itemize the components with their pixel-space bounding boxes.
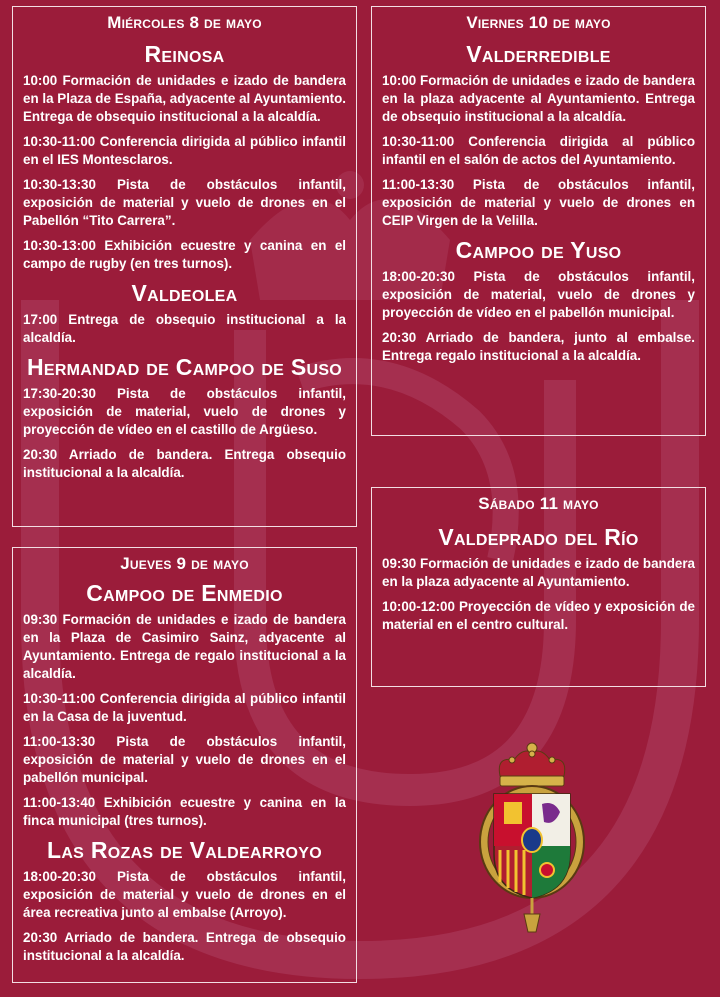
schedule-item: 11:00-13:30 Pista de obstáculos infantil, exposición de material y vuelo de drones en CEIP Virgen de la Velilla. — [382, 177, 695, 228]
schedule-item: 09:30 Formación de unidades e izado de bandera en la Plaza de Casimiro Sainz, adyacente al Ayuntamiento. Entrega de regalo institucional a la alcaldía. — [23, 612, 346, 681]
day-box-wednesday — [12, 6, 357, 527]
day-heading: Sábado 11 mayo — [478, 494, 599, 513]
day-box-saturday — [371, 487, 706, 687]
schedule-item: 20:30 Arriado de bandera. Entrega obsequio institucional a la alcaldía. — [23, 447, 346, 480]
schedule-item: 10:30-11:00 Conferencia dirigida al público infantil en la Casa de la juventud. — [23, 691, 346, 724]
town-heading: Hermandad de Campoo de Suso — [26, 354, 343, 380]
schedule-item: 18:00-20:30 Pista de obstáculos infantil, exposición de material, vuelo de drones y proyección de vídeo en el pabellón municipal. — [382, 269, 695, 320]
schedule-item: 10:00 Formación de unidades e izado de bandera en la plaza adyacente al Ayuntamiento. Entrega de obsequio institucional a la alcaldía. — [382, 73, 695, 124]
town-heading: Reinosa — [144, 41, 225, 67]
town-heading: Valdeprado del Río — [438, 524, 639, 550]
schedule-item: 10:00-12:00 Proyección de vídeo y exposición de material en el centro cultural. — [382, 599, 695, 632]
day-heading: Miércoles 8 de mayo — [107, 13, 262, 32]
schedule-item: 10:00 Formación de unidades e izado de bandera en la Plaza de España, adyacente al Ayuntamiento. Entrega de obsequio institucional a la alcaldía. — [23, 73, 346, 124]
schedule-item: 10:30-11:00 Conferencia dirigida al público infantil en el IES Montesclaros. — [23, 134, 346, 167]
schedule-item: 18:00-20:30 Pista de obstáculos infantil, exposición de material y vuelo de drones en el área recreativa junto al embalse (Arroyo). — [23, 869, 346, 920]
royal-coat-of-arms-icon — [472, 742, 592, 942]
schedule-item: 11:00-13:40 Exhibición ecuestre y canina en la finca municipal (tres turnos). — [23, 795, 346, 828]
schedule-item: 17:00 Entrega de obsequio institucional a la alcaldía. — [23, 312, 346, 345]
town-heading: Valdeolea — [131, 280, 238, 306]
town-heading: Campoo de Enmedio — [86, 580, 283, 606]
day-box-thursday — [12, 547, 357, 983]
town-heading: Campoo de Yuso — [455, 237, 622, 263]
day-box-friday — [371, 6, 706, 436]
schedule-item: 20:30 Arriado de bandera. Entrega de obsequio institucional a la alcaldía. — [23, 930, 346, 963]
town-heading: Las Rozas de Valdearroyo — [46, 837, 323, 863]
schedule-item: 09:30 Formación de unidades e izado de bandera en la plaza adyacente al Ayuntamiento. — [382, 556, 695, 589]
schedule-item: 17:30-20:30 Pista de obstáculos infantil, exposición de material, vuelo de drones y proyección de vídeo en el castillo de Argüeso. — [23, 386, 346, 437]
schedule-item: 10:30-13:00 Exhibición ecuestre y canina en el campo de rugby (en tres turnos). — [23, 238, 346, 271]
schedule-item: 10:30-13:30 Pista de obstáculos infantil, exposición de material y vuelo de drones en el Pabellón “Tito Carrera”. — [23, 177, 346, 228]
schedule-item: 20:30 Arriado de bandera, junto al embalse. Entrega regalo institucional a la alcaldía. — [382, 330, 695, 363]
schedule-item: 10:30-11:00 Conferencia dirigida al público infantil en el salón de actos del Ayuntamiento. — [382, 134, 695, 167]
town-heading: Valderredible — [466, 41, 611, 67]
day-heading: Viernes 10 de mayo — [466, 13, 611, 32]
schedule-item: 11:00-13:30 Pista de obstáculos infantil, exposición de material y vuelo de drones en el pabellón municipal. — [23, 734, 346, 785]
day-heading: Jueves 9 de mayo — [120, 554, 249, 573]
